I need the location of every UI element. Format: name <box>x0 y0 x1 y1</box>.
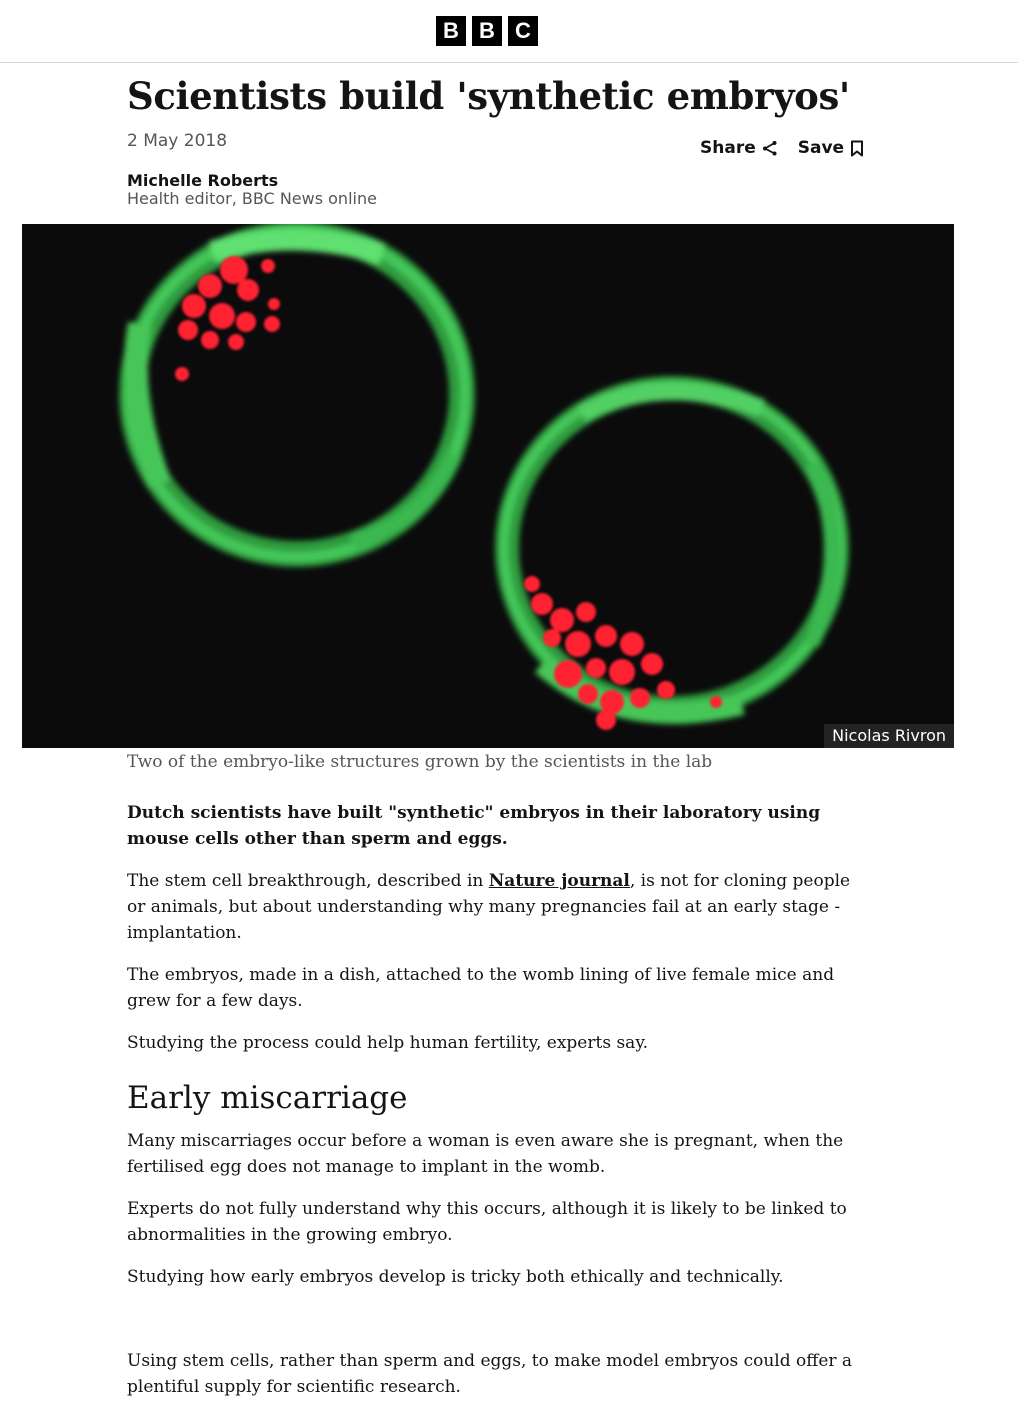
logo-letter-b1: B <box>436 16 466 46</box>
bookmark-icon <box>850 140 864 157</box>
share-button[interactable] <box>700 138 778 158</box>
hero-image <box>22 224 954 748</box>
body-paragraph <box>127 868 857 946</box>
save-label: Save <box>797 138 845 158</box>
author-name[interactable]: Michelle Roberts <box>127 171 279 190</box>
save-button[interactable] <box>798 138 864 158</box>
image-credit: Nicolas Rivron <box>824 724 954 748</box>
body-paragraph: Using stem cells, rather than sperm and eggs, to make model embryos could offer a plentiful supply for scientific research. <box>127 1351 853 1397</box>
paragraph-text: The stem cell breakthrough, described in <box>127 871 489 891</box>
logo-letter-b2: B <box>472 16 502 46</box>
share-icon <box>762 140 778 156</box>
body-paragraph: Studying the process could help human fertility, experts say. <box>127 1033 649 1053</box>
author-role: Health editor, BBC News online <box>127 189 377 208</box>
ad-spacer <box>127 1306 857 1348</box>
body-paragraph: Experts do not fully understand why this occurs, although it is likely to be linked to abnormalities in the growing embryo. <box>127 1199 847 1245</box>
article-actions <box>700 136 864 160</box>
share-label: Share <box>700 138 756 158</box>
logo-letter-c: C <box>508 16 538 46</box>
body-paragraph: Many miscarriages occur before a woman is even aware she is pregnant, when the fertilised egg does not manage to implant in the womb. <box>127 1131 844 1177</box>
article-headline: Scientists build 'synthetic embryos' <box>127 74 850 118</box>
body-paragraph: Studying how early embryos develop is tricky both ethically and technically. <box>127 1267 784 1287</box>
embryo-micrograph <box>22 224 954 748</box>
section-heading: Early miscarriage <box>127 1080 408 1116</box>
publish-date: 2 May 2018 <box>127 131 228 151</box>
body-paragraph: The embryos, made in a dish, attached to the womb lining of live female mice and grew for a few days. <box>127 965 835 1011</box>
intro-paragraph: Dutch scientists have built "synthetic" embryos in their laboratory using mouse cells other than sperm and eggs. <box>127 803 821 849</box>
article-body <box>127 800 857 1416</box>
paragraph-text: , is not for cloning people or animals, but about understanding why many pregnancies fail at an early stage - implantation. <box>127 871 851 943</box>
image-caption: Two of the embryo-like structures grown by the scientists in the lab <box>127 752 713 772</box>
masthead <box>0 0 1018 63</box>
nature-journal-link[interactable]: Nature journal <box>488 871 630 891</box>
bbc-logo[interactable] <box>436 16 538 46</box>
